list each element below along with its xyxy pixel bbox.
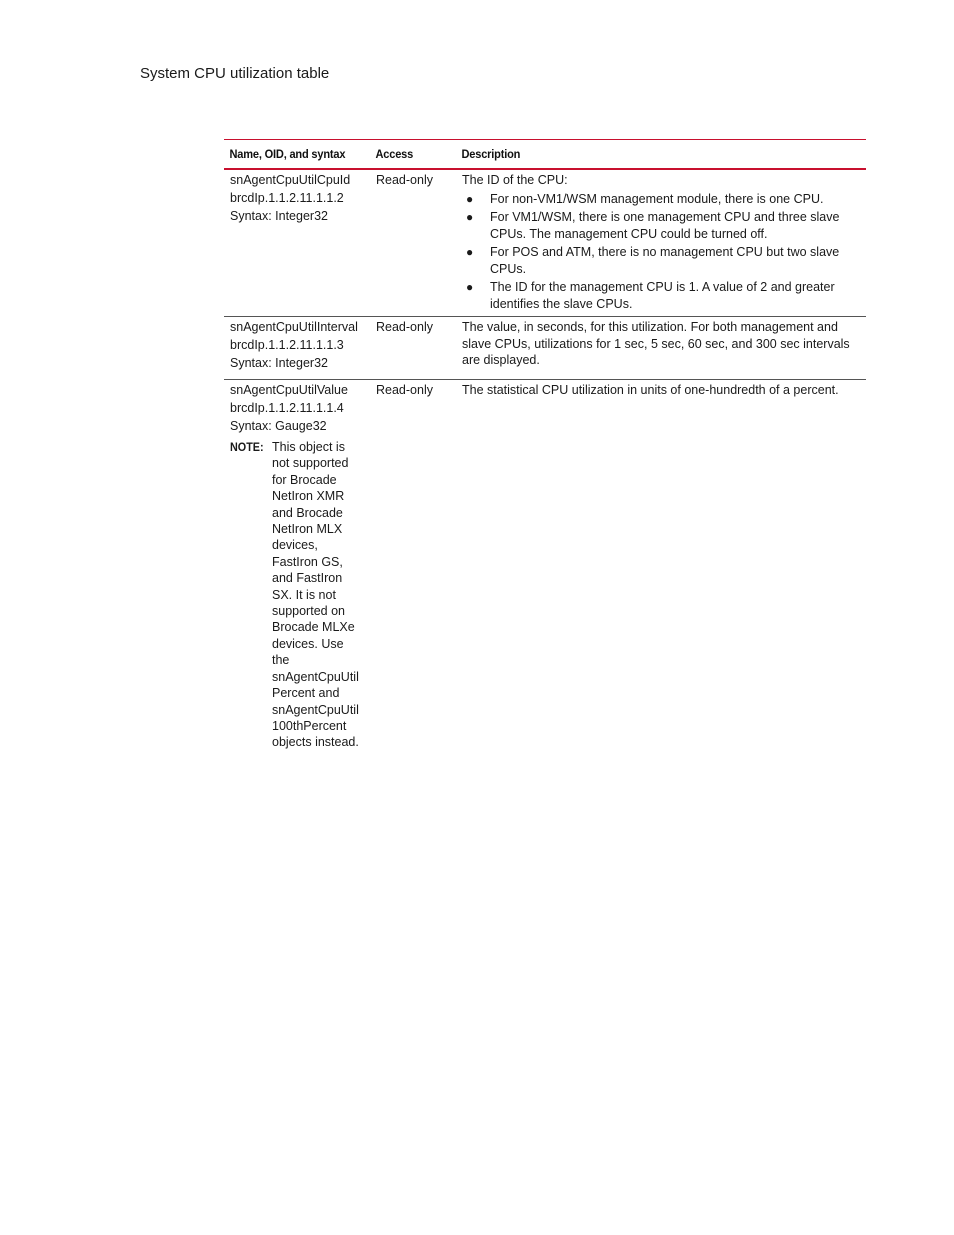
column-header-name: Name, OID, and syntax bbox=[229, 147, 346, 161]
object-oid: brcdIp.1.1.2.11.1.1.3 bbox=[230, 338, 344, 352]
table-row bbox=[224, 317, 866, 380]
object-name: snAgentCpuUtilInterval bbox=[230, 320, 358, 334]
list-item bbox=[462, 191, 858, 208]
object-name: snAgentCpuUtilCpuId bbox=[230, 173, 351, 187]
object-syntax: Syntax: Gauge32 bbox=[230, 419, 327, 433]
note-block bbox=[230, 439, 370, 751]
table-header-row bbox=[224, 139, 866, 170]
list-item bbox=[462, 244, 858, 277]
table-row bbox=[224, 380, 866, 759]
description-cell bbox=[456, 170, 866, 316]
list-item bbox=[462, 279, 858, 312]
object-name: snAgentCpuUtilValue bbox=[230, 383, 348, 397]
description-bullet-list bbox=[462, 191, 858, 313]
note-label: NOTE: bbox=[230, 440, 264, 454]
section-heading: System CPU utilization table bbox=[140, 65, 330, 82]
list-item bbox=[462, 209, 858, 242]
access-cell: Read-only bbox=[376, 383, 433, 397]
name-cell bbox=[224, 317, 370, 379]
bullet-icon: ● bbox=[466, 191, 474, 206]
description-cell: The value, in seconds, for this utilization. For both management and slave CPUs, utilizations for 1 sec, 5 sec, 60 sec, and 300 sec intervals are displayed. bbox=[462, 320, 850, 367]
object-oid: brcdIp.1.1.2.11.1.1.2 bbox=[230, 191, 344, 205]
bullet-text: For VM1/WSM, there is one management CPU and three slave CPUs. The management CPU could be turned off. bbox=[490, 210, 840, 241]
object-syntax: Syntax: Integer32 bbox=[230, 209, 328, 223]
bullet-text: For POS and ATM, there is no management CPU but two slave CPUs. bbox=[490, 245, 840, 276]
name-cell bbox=[224, 170, 370, 316]
access-cell: Read-only bbox=[376, 320, 433, 334]
bullet-icon: ● bbox=[466, 210, 474, 224]
description-cell: The statistical CPU utilization in units of one-hundredth of a percent. bbox=[462, 383, 839, 397]
bullet-icon: ● bbox=[466, 280, 474, 294]
note-text: This object is not supported for Brocade NetIron XMR and Brocade NetIron MLX devices, FastIron GS, and FastIron SX. It is not supported on Brocade MLXe devices. Use the snAgentCpuUtil Percent and snAgentCpuUtil 100thPercent objects instead. bbox=[272, 440, 359, 750]
bullet-icon: ● bbox=[466, 245, 474, 259]
table-row bbox=[224, 170, 866, 317]
description-text: The ID of the CPU: bbox=[462, 173, 568, 187]
name-cell bbox=[224, 380, 370, 759]
bullet-text: The ID for the management CPU is 1. A value of 2 and greater identifies the slave CPUs. bbox=[490, 280, 835, 311]
object-oid: brcdIp.1.1.2.11.1.1.4 bbox=[230, 401, 344, 415]
mib-objects-table bbox=[224, 139, 866, 759]
column-header-description: Description bbox=[461, 147, 521, 161]
column-header-access: Access bbox=[375, 147, 414, 161]
object-syntax: Syntax: Integer32 bbox=[230, 356, 328, 370]
bullet-text: For non-VM1/WSM management module, there is one CPU. bbox=[490, 191, 824, 206]
access-cell: Read-only bbox=[376, 173, 433, 187]
